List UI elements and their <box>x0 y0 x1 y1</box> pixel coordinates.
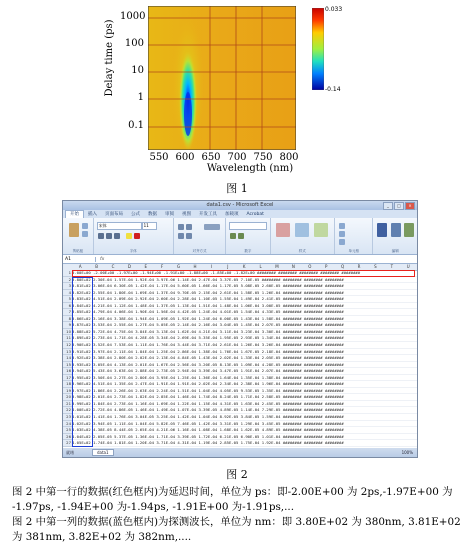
x-tick-label: 800 <box>279 152 299 163</box>
column-header[interactable]: Q <box>341 264 345 269</box>
table-row[interactable]: 4.02E+02 3.94E-05 1.11E-04 1.04E-04 5.82E-05 7.46E-05 1.42E-04 3.31E-05 1.29E-04 3.45E-05 ######## ######## ######## <box>72 421 417 428</box>
table-row[interactable]: 3.95E+02 3.50E-04 2.27E-04 2.80E-04 3.95E-04 1.25E-04 1.36E-04 1.64E-04 1.35E-04 1.38E-04 ######## ######## ######## <box>72 375 417 382</box>
ribbon-group-styles <box>271 218 335 254</box>
tab-formulas[interactable]: 公式 <box>131 212 140 217</box>
sheet-tab[interactable]: data1 <box>92 449 114 456</box>
row-header[interactable]: 16 <box>63 368 72 375</box>
x-tick-label: 600 <box>175 152 195 163</box>
ribbon-group-font <box>94 218 174 254</box>
underline-icon[interactable] <box>114 233 120 239</box>
table-row[interactable]: 3.99E+02 1.84E-04 2.73E-04 1.16E-04 1.69E-04 1.22E-04 1.15E-04 4.31E-05 1.63E-04 2.45E-05 ######## ######## ######## <box>72 401 417 408</box>
note-line: -1.97ps, -1.94E+00 为-1.94ps, -1.91E+00 为-1.91ps,... <box>12 501 295 513</box>
y-tick-label: 100 <box>124 38 144 49</box>
find-select-icon[interactable] <box>404 223 414 237</box>
column-header[interactable]: F <box>161 264 164 269</box>
x-tick-label: 700 <box>227 152 247 163</box>
ribbon-group-editing <box>373 218 417 254</box>
figure-1-caption: 图 1 <box>226 182 248 195</box>
number-format-select[interactable] <box>229 222 267 230</box>
font-size-select[interactable]: 11 <box>142 222 157 230</box>
x-tick-label: 750 <box>253 152 273 163</box>
row-header[interactable]: 11 <box>63 335 72 342</box>
paste-icon[interactable] <box>69 223 79 237</box>
bold-icon[interactable] <box>98 233 104 239</box>
row-header[interactable]: 17 <box>63 375 72 382</box>
x-axis-label: Wavelength (nm) <box>206 163 294 174</box>
tab-data[interactable]: 数据 <box>148 212 157 217</box>
row-header[interactable]: 4 <box>63 290 72 297</box>
column-header[interactable]: D <box>127 264 131 269</box>
spreadsheet-grid[interactable] <box>63 264 417 448</box>
ribbon-group-alignment <box>174 218 226 254</box>
format-cells-icon[interactable] <box>339 239 345 245</box>
row-header[interactable]: 19 <box>63 388 72 395</box>
italic-icon[interactable] <box>106 233 112 239</box>
tab-developer[interactable]: 开发工具 <box>199 212 217 217</box>
column-header[interactable]: I <box>210 264 212 269</box>
group-label: 编辑 <box>391 249 399 253</box>
note-line: 图 2 中第一行的数据(红色框内)为延迟时间，单位为 ps：即-2.00E+00 为 2ps,-1.97E+00 为 <box>12 486 453 498</box>
table-row[interactable]: 3.89E+02 2.73E-04 1.71E-04 4.28E-05 3.34E-04 2.69E-04 5.35E-04 1.95E-05 2.93E-05 1.34E-04 ######## ######## ######## <box>72 335 417 342</box>
column-header[interactable]: R <box>357 264 361 269</box>
heatmap-plot <box>148 6 296 150</box>
table-row[interactable]: 3.82E+02 2.55E-04 1.80E-04 1.69E-04 1.37E-04 9.70E-05 2.15E-04 2.61E-04 1.58E-05 1.26E-04 ######## ######## ######## <box>72 290 417 297</box>
column-header[interactable]: P <box>324 264 328 269</box>
row-header[interactable]: 26 <box>63 434 72 441</box>
ribbon <box>63 218 417 255</box>
table-row[interactable]: 4.03E+02 4.38E-05 8.44E-05 2.65E-04 4.21E-06 1.16E-04 1.08E-04 1.68E-04 1.62E-05 4.89E-05 ######## ######## ######## <box>72 427 417 434</box>
tab-acrobat[interactable]: Acrobat <box>246 211 264 217</box>
row-header[interactable]: 8 <box>63 316 72 323</box>
y-axis-label: Delay time (ps) <box>104 19 115 97</box>
currency-icon[interactable] <box>230 233 236 239</box>
column-header[interactable]: H <box>193 264 197 269</box>
table-row[interactable]: 0.00E+00 -2.00E+00 -1.97E+00 -1.94E+00 -1.91E+00 -1.88E+00 -1.85E+00 -1.82E+00 ######## ######## ######## ######## ######## <box>72 270 417 277</box>
fill-color-icon[interactable] <box>126 233 132 239</box>
column-header[interactable]: U <box>406 264 410 269</box>
align-center-icon[interactable] <box>186 233 192 239</box>
table-row[interactable]: 4.05E+02 1.74E-04 1.81E-04 1.20E-04 3.71E-04 4.31E-04 1.19E-04 2.85E-05 1.75E-04 1.92E-04 ######## ######## ######## <box>72 440 417 447</box>
percent-icon[interactable] <box>238 233 244 239</box>
table-row[interactable]: 3.97E+02 1.86E-04 2.26E-04 2.63E-04 2.24E-04 1.51E-04 1.04E-04 4.05E-05 9.53E-05 1.35E-04 ######## ######## ######## <box>72 388 417 395</box>
row-header[interactable]: 2 <box>63 277 72 284</box>
status-bar <box>63 448 417 457</box>
row-header[interactable]: 23 <box>63 414 72 421</box>
row-header[interactable]: 5 <box>63 296 72 303</box>
row-header[interactable]: 1 <box>63 270 72 277</box>
note-line: 为 381nm, 3.82E+02 为 382nm,.... <box>12 531 192 543</box>
cell-styles-icon[interactable] <box>314 223 328 237</box>
table-row[interactable]: 3.80E+02 2.30E-04 1.57E-04 1.92E-04 3.97E-06 1.14E-04 2.47E-04 3.37E-05 7.10E-05 ######## ######## ######## ######## <box>72 277 417 284</box>
column-header[interactable]: S <box>374 264 377 269</box>
column-header[interactable]: E <box>144 264 148 269</box>
column-header[interactable]: B <box>95 264 98 269</box>
copy-icon[interactable] <box>82 231 88 237</box>
format-as-table-icon[interactable] <box>295 223 309 237</box>
column-header[interactable]: O <box>308 264 312 269</box>
status-text: 就绪 <box>66 449 74 455</box>
row-header[interactable]: 12 <box>63 342 72 349</box>
tab-insert[interactable]: 插入 <box>88 212 97 217</box>
tab-view[interactable]: 视图 <box>182 212 191 217</box>
ribbon-group-number <box>226 218 271 254</box>
row-header[interactable]: 6 <box>63 303 72 310</box>
tab-page-layout[interactable]: 页面布局 <box>105 212 123 217</box>
tab-addins[interactable]: 加载项 <box>225 212 239 217</box>
group-label: 字体 <box>129 249 137 253</box>
row-header[interactable]: 3 <box>63 283 72 290</box>
window-title: data1.csv - Microsoft Excel <box>206 202 274 208</box>
ribbon-tabs <box>63 210 417 218</box>
tab-home[interactable]: 开始 <box>65 210 84 218</box>
table-row[interactable]: 3.93E+02 3.05E-04 4.13E-04 2.01E-04 1.67E-04 2.56E-04 3.20E-05 8.13E-05 1.09E-04 4.28E-05 ######## ######## ######## <box>72 362 417 369</box>
colorbar-min-label: -0.14 <box>325 86 341 93</box>
insert-cells-icon[interactable] <box>339 223 345 229</box>
x-tick-label: 550 <box>149 152 169 163</box>
tab-review[interactable]: 审阅 <box>165 212 174 217</box>
row-header[interactable]: 15 <box>63 362 72 369</box>
maximize-icon[interactable]: □ <box>394 202 404 210</box>
row-header[interactable]: 21 <box>63 401 72 408</box>
column-header[interactable]: G <box>177 264 181 269</box>
figure-2-caption: 图 2 <box>226 468 248 481</box>
minimize-icon[interactable]: _ <box>383 202 393 210</box>
wavelength-column-highlight <box>72 277 93 447</box>
group-label: 样式 <box>298 249 306 253</box>
row-header[interactable]: 9 <box>63 322 72 329</box>
y-tick-label: 10 <box>131 65 144 76</box>
font-name-select[interactable]: 宋体 <box>97 222 142 230</box>
table-row[interactable]: 3.91E+02 3.97E-04 2.11E-04 1.84E-04 1.25E-04 2.86E-04 1.38E-04 1.76E-04 1.67E-05 2.18E-04 ######## ######## ######## <box>72 349 417 356</box>
column-header[interactable]: N <box>291 264 295 269</box>
group-label: 数字 <box>244 249 252 253</box>
table-row[interactable]: 4.00E+02 2.72E-04 4.86E-05 1.46E-04 1.49E-04 1.07E-04 3.39E-05 4.89E-05 1.14E-04 7.29E-05 ######## ######## ######## <box>72 407 417 414</box>
table-row[interactable]: 3.88E+02 5.72E-04 4.75E-04 3.84E-04 3.13E-04 1.62E-04 4.21E-04 3.11E-04 3.23E-04 3.30E-04 ######## ######## ######## <box>72 329 417 336</box>
column-header[interactable]: C <box>111 264 115 269</box>
table-row[interactable]: 3.92E+02 3.38E-04 2.80E-04 2.02E-04 2.13E-04 4.84E-05 1.43E-04 2.02E-04 1.33E-04 2.05E-05 ######## ######## ######## <box>72 355 417 362</box>
table-row[interactable]: 3.94E+02 5.43E-04 3.63E-04 2.88E-04 2.73E-05 2.94E-04 3.39E-04 3.47E-05 1.91E-04 2.07E-04 ######## ######## ######## <box>72 368 417 375</box>
table-row[interactable]: 4.04E+02 2.05E-05 5.37E-05 1.36E-04 1.71E-04 3.39E-05 1.72E-04 6.21E-05 6.90E-05 1.01E-04 ######## ######## ######## <box>72 434 417 441</box>
excel-title-bar <box>63 201 417 210</box>
table-row[interactable]: 3.96E+02 4.51E-04 1.35E-04 2.47E-04 1.91E-04 1.91E-04 2.02E-04 2.34E-04 2.38E-04 1.96E-04 ######## ######## ######## <box>72 381 417 388</box>
table-row[interactable]: 3.87E+02 3.53E-04 2.55E-04 1.27E-04 5.05E-05 2.14E-04 2.16E-04 3.04E-05 1.45E-04 2.07E-05 ######## ######## ######## <box>72 322 417 329</box>
formula-bar <box>63 255 417 264</box>
row-header[interactable]: 13 <box>63 349 72 356</box>
cut-icon[interactable] <box>82 223 88 229</box>
row-header[interactable]: 20 <box>63 394 72 401</box>
column-header[interactable]: J <box>227 264 229 269</box>
font-color-icon[interactable] <box>134 233 140 239</box>
data-rows <box>72 270 417 447</box>
table-row[interactable]: 3.84E+02 4.21E-04 1.12E-04 1.48E-04 1.37E-05 1.13E-04 1.51E-04 1.48E-04 1.06E-04 3.00E-05 ######## ######## ######## <box>72 303 417 310</box>
group-label: 剪贴板 <box>72 249 84 253</box>
fx-icon[interactable]: fx <box>100 256 105 262</box>
ribbon-group-cells <box>335 218 374 254</box>
row-headers <box>63 270 72 447</box>
column-header[interactable]: K <box>242 264 246 269</box>
row-header[interactable]: 27 <box>63 440 72 447</box>
colorbar-max-label: 0.033 <box>325 6 343 13</box>
table-row[interactable]: 4.01E+02 1.41E-04 1.76E-04 3.04E-05 3.25E-04 1.42E-04 1.04E-04 8.92E-05 3.84E-05 1.59E-04 ######## ######## ######## <box>72 414 417 421</box>
table-row[interactable]: 3.86E+02 3.16E-04 3.38E-04 1.94E-04 1.09E-05 1.92E-04 1.24E-04 6.00E-05 1.43E-04 1.58E-04 ######## ######## ######## <box>72 316 417 323</box>
row-header[interactable]: 10 <box>63 329 72 336</box>
table-row[interactable]: 3.83E+02 4.51E-04 2.09E-04 2.92E-04 2.60E-04 2.28E-04 1.10E-05 1.55E-04 1.49E-04 2.41E-05 ######## ######## ######## <box>72 296 417 303</box>
column-header[interactable]: L <box>259 264 262 269</box>
column-header[interactable]: A <box>78 264 82 269</box>
colorbar <box>312 8 324 90</box>
table-row[interactable]: 3.90E+02 3.52E-04 7.53E-04 1.11E-04 1.76E-04 3.44E-04 3.71E-04 2.61E-04 1.26E-04 3.26E-04 ######## ######## ######## <box>72 342 417 349</box>
sort-filter-icon[interactable] <box>391 223 401 237</box>
table-row[interactable]: 3.81E+02 3.06E-04 6.30E-05 1.42E-04 1.17E-04 5.60E-05 1.66E-04 1.17E-05 5.08E-05 2.60E-05 ######## ######## ######## <box>72 283 417 290</box>
note-line: 图 2 中第一列的数据(蓝色框内)为探测波长，单位为 nm：即 3.80E+02 为 380nm, 3.81E+02 <box>12 516 461 528</box>
close-icon[interactable]: × <box>405 202 415 210</box>
row-header[interactable]: 25 <box>63 427 72 434</box>
delay-time-row-highlight <box>72 270 415 277</box>
x-tick-label: 650 <box>201 152 221 163</box>
align-left-icon[interactable] <box>178 233 184 239</box>
y-tick-label: 1 <box>137 92 144 103</box>
column-header[interactable]: T <box>390 264 394 269</box>
row-header[interactable]: 24 <box>63 421 72 428</box>
y-tick-label: 1000 <box>120 11 146 22</box>
autosum-icon[interactable] <box>377 223 387 237</box>
row-header[interactable]: 22 <box>63 407 72 414</box>
align-middle-icon[interactable] <box>186 224 192 230</box>
group-label: 单元格 <box>348 249 359 253</box>
wrap-text-icon[interactable] <box>204 224 220 230</box>
row-header[interactable]: 14 <box>63 355 72 362</box>
table-row[interactable]: 3.98E+02 2.01E-04 2.73E-04 1.82E-04 2.85E-04 1.46E-04 1.74E-04 8.24E-05 1.71E-04 2.58E-05 ######## ######## ######## <box>72 394 417 401</box>
conditional-format-icon[interactable] <box>276 223 290 237</box>
group-label: 对齐方式 <box>192 249 207 253</box>
zoom-level[interactable]: 100% <box>401 450 413 455</box>
y-tick-label: 0.1 <box>128 120 144 131</box>
excel-window <box>62 200 418 458</box>
table-row[interactable]: 3.85E+02 4.79E-04 4.06E-04 1.90E-04 1.56E-04 4.42E-05 1.24E-04 4.01E-05 1.54E-04 4.33E-05 ######## ######## ######## <box>72 309 417 316</box>
row-header[interactable]: 7 <box>63 309 72 316</box>
column-header[interactable]: M <box>275 264 279 269</box>
delete-cells-icon[interactable] <box>339 231 345 237</box>
row-header[interactable]: 18 <box>63 381 72 388</box>
figure-1 <box>0 0 474 176</box>
ribbon-group-clipboard <box>63 218 94 254</box>
name-box[interactable]: A1 <box>63 257 96 262</box>
align-top-icon[interactable] <box>178 224 184 230</box>
